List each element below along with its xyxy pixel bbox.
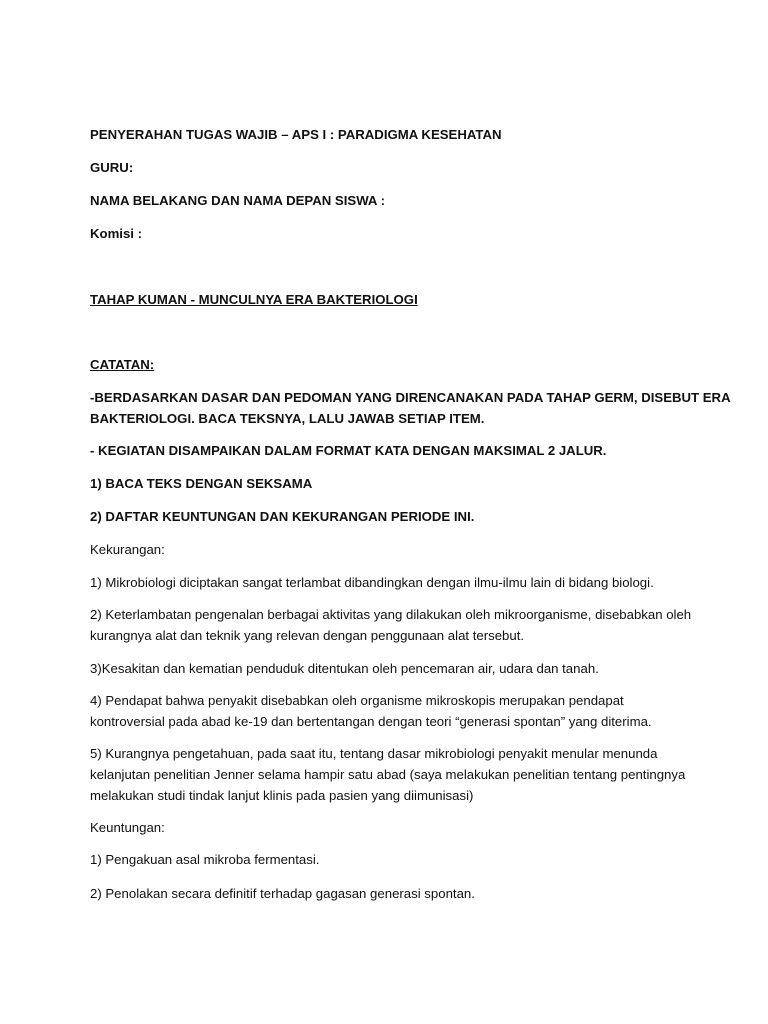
- keuntungan-item-2: 2) Penolakan secara definitif terhadap gagasan generasi spontan.: [90, 886, 475, 901]
- kekurangan-item-3: [90, 658, 680, 679]
- catatan-note-1-line: -BERDASARKAN DASAR DAN PEDOMAN YANG DIRENCANAKAN PADA TAHAP GERM, DISEBUT ERA: [90, 390, 731, 405]
- guru-field: GURU:: [90, 160, 134, 175]
- kekurangan-item-4: [90, 690, 680, 732]
- list-item-line: 1) Mikrobiologi diciptakan sangat terlambat dibandingkan dengan ilmu-ilmu lain di bidang biologi.: [90, 575, 654, 590]
- student-name-field: NAMA BELAKANG DAN NAMA DEPAN SISWA :: [90, 193, 385, 208]
- list-item-line: 4) Pendapat bahwa penyakit disebabkan oleh organisme mikroskopis merupakan pendapat: [90, 693, 624, 708]
- list-item-line: kurangnya alat dan teknik yang relevan dengan penggunaan alat tersebut.: [90, 628, 525, 643]
- keuntungan-item-1: 1) Pengakuan asal mikroba fermentasi.: [90, 852, 320, 867]
- catatan-note-2: - KEGIATAN DISAMPAIKAN DALAM FORMAT KATA DENGAN MAKSIMAL 2 JALUR.: [90, 443, 607, 458]
- kekurangan-item-1: [90, 572, 680, 593]
- list-item-line: kontroversial pada abad ke-19 dan bertentangan dengan teori “generasi spontan” yang diterima.: [90, 714, 652, 729]
- kekurangan-item-5: [90, 743, 686, 806]
- step-1: 1) BACA TEKS DENGAN SEKSAMA: [90, 476, 313, 491]
- kekurangan-label: Kekurangan:: [90, 542, 165, 557]
- catatan-note-1: [90, 387, 731, 429]
- kekurangan-item-2: [90, 604, 692, 646]
- step-2: 2) DAFTAR KEUNTUNGAN DAN KEKURANGAN PERIODE INI.: [90, 509, 475, 524]
- keuntungan-label: Keuntungan:: [90, 820, 165, 835]
- catatan-label: CATATAN:: [90, 357, 155, 372]
- list-item-line: melakukan studi tindak lanjut klinis pada pasien yang diimunisasi): [90, 788, 474, 803]
- document-title: PENYERAHAN TUGAS WAJIB – APS I : PARADIGMA KESEHATAN: [90, 127, 502, 142]
- komisi-field: Komisi :: [90, 226, 143, 241]
- section-title: TAHAP KUMAN - MUNCULNYA ERA BAKTERIOLOGI: [90, 292, 418, 307]
- list-item-line: 3)Kesakitan dan kematian penduduk ditentukan oleh pencemaran air, udara dan tanah.: [90, 661, 599, 676]
- list-item-line: 5) Kurangnya pengetahuan, pada saat itu, tentang dasar mikrobiologi penyakit menular menunda: [90, 746, 658, 761]
- catatan-note-1-line: BAKTERIOLOGI. BACA TEKSNYA, LALU JAWAB SETIAP ITEM.: [90, 411, 485, 426]
- list-item-line: 2) Keterlambatan pengenalan berbagai aktivitas yang dilakukan oleh mikroorganisme, disebabkan oleh: [90, 607, 692, 622]
- list-item-line: kelanjutan penelitian Jenner selama hampir satu abad (saya melakukan penelitian tentang pentingnya: [90, 767, 686, 782]
